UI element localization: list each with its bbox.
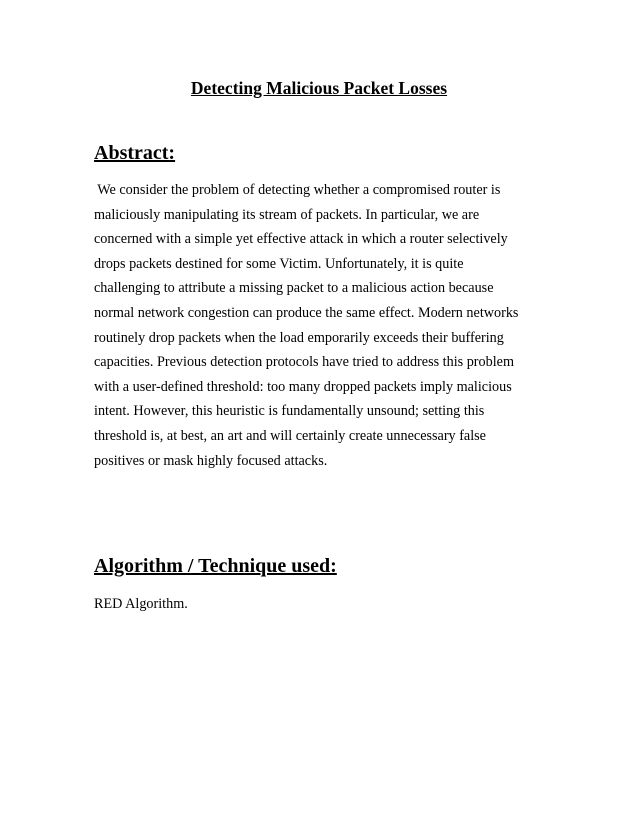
document-title: Detecting Malicious Packet Losses: [190, 78, 448, 98]
abstract-line: maliciously manipulating its stream of packets. In particular, we are: [94, 206, 480, 223]
algorithm-heading: Algorithm / Technique used:: [94, 555, 337, 577]
abstract-line: threshold is, at best, an art and will certainly create unnecessary false: [94, 427, 486, 444]
abstract-line: capacities. Previous detection protocols have tried to address this problem: [94, 354, 514, 371]
abstract-line: drops packets destined for some Victim. Unfortunately, it is quite: [94, 255, 464, 272]
abstract-heading: Abstract:: [94, 142, 176, 164]
abstract-paragraph: [94, 178, 544, 473]
abstract-line: challenging to attribute a missing packet to a malicious action because: [94, 280, 494, 297]
algorithm-text: RED Algorithm.: [94, 596, 188, 612]
abstract-line: routinely drop packets when the load emporarily exceeds their buffering: [94, 329, 504, 346]
abstract-line: intent. However, this heuristic is fundamentally unsound; setting this: [94, 403, 485, 420]
abstract-line: normal network congestion can produce the same effect. Modern networks: [94, 304, 519, 321]
abstract-line: We consider the problem of detecting whether a compromised router is: [94, 182, 501, 198]
abstract-line: concerned with a simple yet effective attack in which a router selectively: [94, 231, 508, 248]
abstract-line: with a user-defined threshold: too many dropped packets imply malicious: [94, 378, 512, 395]
abstract-line: positives or mask highly focused attacks.: [94, 452, 328, 469]
